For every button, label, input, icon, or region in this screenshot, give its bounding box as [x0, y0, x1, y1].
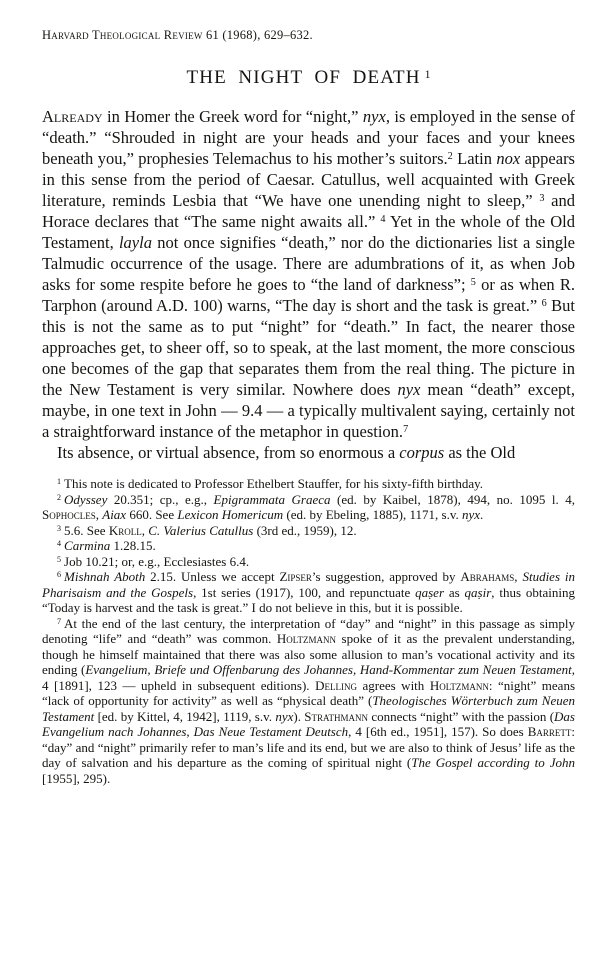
- footnote-3: [42, 523, 575, 539]
- footnote-mark-1: 1: [57, 477, 62, 487]
- footnote-text-1: This note is dedicated to Professor Ethelbert Stauffer, for his sixty-fifth birthday.: [64, 476, 484, 491]
- footnote-7: [42, 616, 575, 787]
- footnote-text-3: 5.6. See Kroll, C. Valerius Catullus (3rd ed., 1959), 12.: [64, 522, 357, 538]
- footnote-mark-5: 5: [57, 554, 62, 564]
- footnotes-section: [42, 476, 575, 786]
- footnote-5: [42, 554, 575, 570]
- footnote-text-5: Job 10.21; or, e.g., Ecclesiastes 6.4.: [64, 553, 250, 569]
- title-footnote-mark: 1: [424, 67, 431, 81]
- footnote-4: [42, 538, 575, 554]
- footnote-6: [42, 569, 575, 616]
- article-title-text: THE NIGHT OF DEATH: [186, 67, 421, 88]
- footnote-mark-7: 7: [57, 616, 62, 626]
- footnote-mark-4: 4: [57, 539, 62, 549]
- footnote-text-6: Mishnah Aboth 2.15. Unless we accept Zipser’s suggestion, approved by Abrahams, Studies in Pharisaism and the Gospels, 1st series (1917), 100, and repunctuate qaṣer as qaṣir, thus obtaining “Today is harvest and the task is great.” I do not believe in this, but it is possible.: [42, 569, 576, 615]
- footnote-1: [42, 476, 575, 492]
- article-title: [42, 67, 575, 89]
- footnote-text-4: Carmina 1.28.15.: [64, 538, 156, 553]
- footnote-mark-6: 6: [57, 570, 62, 580]
- body-paragraph-2: Its absence, or virtual absence, from so enormous a corpus as the Old: [57, 443, 516, 462]
- article-body: [42, 106, 575, 463]
- footnote-text-7: At the end of the last century, the interpretation of “day” and “night” in this passage as simply denoting “life” and “death” was common. Holtzmann spoke of it as the prevalent understanding, though he himself maintained that there was also some allusion to man’s vocational activity and its ending (Evangelium, Briefe und Offenbarung des Johannes, Hand-Kommentar zum Neuen Testament, 4 [1891], 123 — upheld in subsequent editions). Delling agrees with Holtzmann: “night” means “lack of opportunity for activity” as well as “physical death” (Theologisches Wörterbuch zum Neuen Testament [ed. by Kittel, 4, 1942], 1119, s.v. nyx). Strathmann connects “night” with the passion (Das Evangelium nach Johannes, Das Neue Testament Deutsch, 4 [6th ed., 1951], 157). So does Barrett: “day” and “night” primarily refer to man’s life and its end, but we are also to think of Jesus’ life as the day of salvation and his departure as the coming of spiritual night (The Gospel according to John [1955], 295).: [42, 615, 576, 786]
- footnote-2: [42, 492, 575, 523]
- footnote-text-2: Odyssey 20.351; cp., e.g., Epigrammata Graeca (ed. by Kaibel, 1878), 494, no. 1095 l. 4, Sophocles, Aiax 660. See Lexicon Homericum (ed. by Ebeling, 1885), 1171, s.v. nyx.: [42, 491, 575, 522]
- journal-citation-header: Harvard Theological Review 61 (1968), 629–632.: [42, 28, 313, 42]
- footnote-mark-3: 3: [57, 523, 62, 533]
- footnote-mark-2: 2: [57, 492, 62, 502]
- body-paragraph-1: Already in Homer the Greek word for “night,” nyx, is employed in the sense of “death.” “Shrouded in night are your heads and your faces and your knees beneath you,” prophesies Telemachus to his mother’s suitors.$^2$ Latin nox appears in this sense from the period of Caesar. Catullus, well acquainted with Greek literature, reminds Lesbia that “We have one unending night to sleep,” $^3$ and Horace declares that “The same night awaits all.” $^4$ Yet in the whole of the Old Testament, layla not once signifies “death,” nor do the dictionaries list a single Talmudic occurrence of the usage. There are adumbrations of it, as when Job asks for some respite before he goes to “the land of darkness”; $^5$ or as when R. Tarphon (around A.D. 100) warns, “The day is short and the task is great.” $^6$ But this is not the same as to put “night” for “death.” In fact, the nearer those approaches get, to sheer off, so to speak, at the last moment, the more conscious one becomes of the gap that separates them from the real thing. The picture in the New Testament is very similar. Nowhere does nyx mean “death” except, maybe, in one text in John — 9.4 — a typically multivalent saying, certainly not a straightforward instance of the metaphor in question.$^7$: [42, 107, 576, 441]
